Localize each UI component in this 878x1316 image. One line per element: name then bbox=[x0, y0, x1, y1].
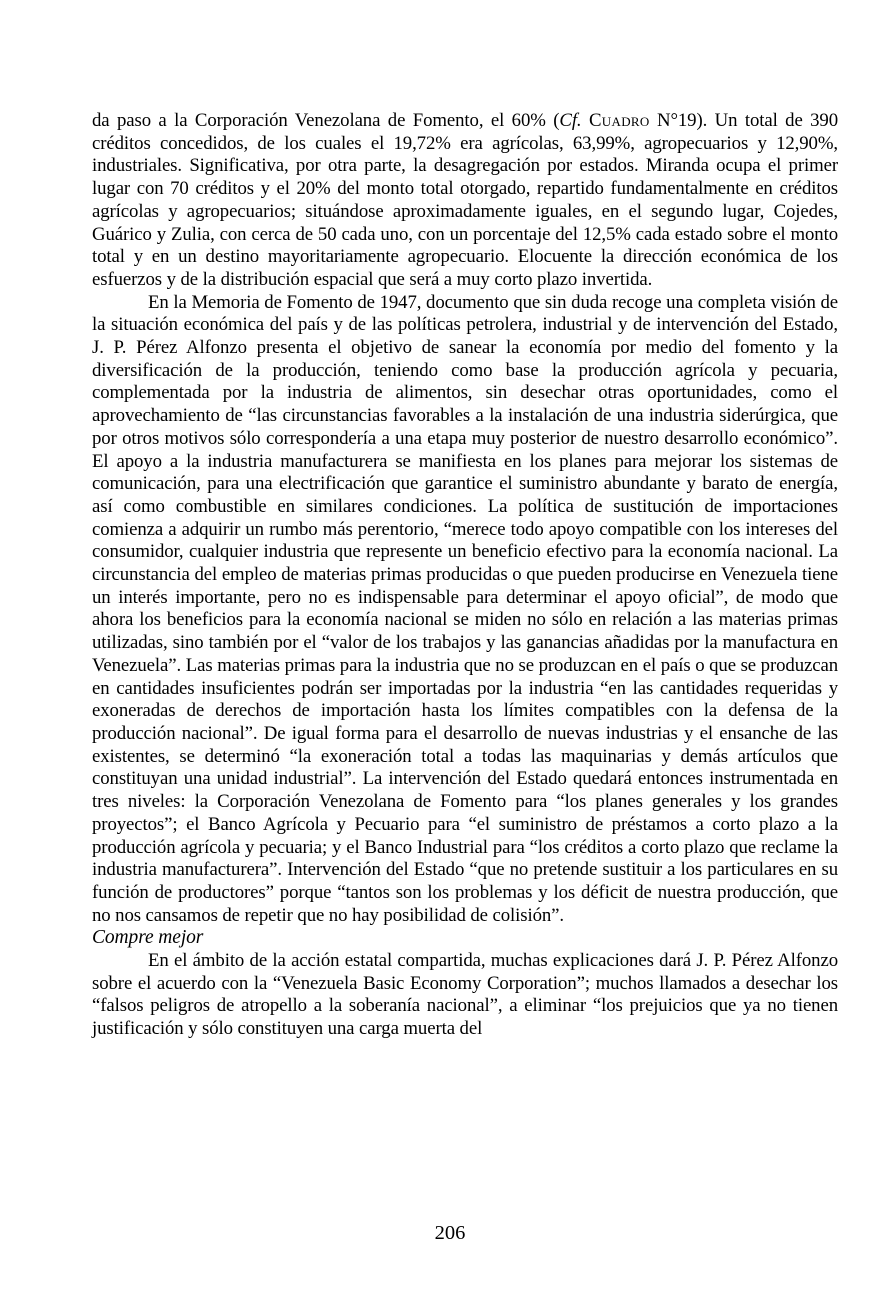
body-text-block bbox=[92, 110, 838, 1041]
cf-abbreviation: Cf. bbox=[559, 110, 582, 131]
paragraph-memoria: En la Memoria de Fomento de 1947, documento que sin duda recoge una completa visión de la situación económica del país y de las políticas petrolera, industrial y de intervención del Estado, J. P. Pérez Alfonzo presenta el objetivo de sanear la economía por medio del fomento y la diversificación de la producción, teniendo como base la producción agrícola y pecuaria, complementada por la industria de alimentos, sin desechar otras oportunidades, como el aprovechamiento de “las circunstancias favorables a la instalación de una industria siderúrgica, que por otros motivos sólo correspondería a una etapa muy posterior de nuestro desarrollo económico”. El apoyo a la industria manufacturera se manifiesta en los planes para mejorar los sistemas de comunicación, para una electrificación que garantice el suministro abundante y barato de energía, así como combustible en similares condiciones. La política de sustitución de importaciones comienza a adquirir un rumbo más perentorio, “merece todo apoyo compatible con los intereses del consumidor, cualquier industria que represente un beneficio efectivo para la economía nacional. La circunstancia del empleo de materias primas producidas o que pueden producirse en Venezuela tiene un interés importante, pero no es indispensable para determinar el apoyo oficial”, de modo que ahora los beneficios para la economía nacional se miden no sólo en relación a las materias primas utilizadas, sino también por el “valor de los trabajos y las ganancias añadidas por la manufactura en Venezuela”. Las materias primas para la industria que no se produzcan en el país o que se produzcan en cantidades insuficientes podrán ser importadas por la industria “en las cantidades requeridas y exoneradas de derechos de importación hasta los límites compatibles con la defensa de la producción nacional”. De igual forma para el desarrollo de nuevas industrias y el ensanche de las existentes, se determinó “la exoneración total a todas las maquinarias y demás artículos que constituyan una unidad industrial”. La intervención del Estado quedará entonces instrumentada en tres niveles: la Corporación Venezolana de Fomento para “los planes generales y los grandes proyectos”; el Banco Agrícola y Pecuario para “el suministro de préstamos a corto plazo a la producción agrícola y pecuaria; y el Banco Industrial para “los créditos a corto plazo que reclame la industria manufacturera”. Intervención del Estado “que no pretende sustituir a los particulares en su función de productores” porque “tantos son los problemas y los déficit de nuestra producción, que no nos cansamos de repetir que no hay posibilidad de colisión”. bbox=[92, 291, 838, 926]
paragraph-credits bbox=[92, 110, 838, 292]
paragraph-credits-rest: N°19). Un total de 390 créditos concedidos, de los cuales el 19,72% era agrícolas, 63,99%, agropecuarios y 12,90%, industriales. Significativa, por otra parte, la desagregación por estados. Miranda ocupa el primer lugar con 70 créditos y el 20% del monto total otorgado, repartido fundamentalmente en créditos agrícolas y agropecuarios; situándose aproximadamente iguales, en el segundo lugar, Cojedes, Guárico y Zulia, con cerca de 50 cada uno, con un porcentaje del 12,5% cada estado sobre el monto total y en un destino mayoritariamente agropecuario. Elocuente la dirección económica de los esfuerzos y de la distribución espacial que será a muy corto plazo invertida. bbox=[92, 110, 838, 290]
section-heading: Compre mejor bbox=[92, 927, 204, 949]
cuadro-reference: Cuadro bbox=[588, 110, 650, 131]
page-number: 206 bbox=[434, 1222, 466, 1244]
paragraph-credits-opening: da paso a la Corporación Venezolana de Fomento, el 60% ( bbox=[92, 110, 560, 131]
paragraph-ambito: En el ámbito de la acción estatal compartida, muchas explicaciones dará J. P. Pérez Alfonzo sobre el acuerdo con la “Venezuela Basic Economy Corporation”; muchos llamados a desechar los “falsos peligros de atropello a la soberanía nacional”, a eliminar “los prejuicios que ya no tienen justificación y sólo constituyen una carga muerta del bbox=[92, 950, 838, 1040]
